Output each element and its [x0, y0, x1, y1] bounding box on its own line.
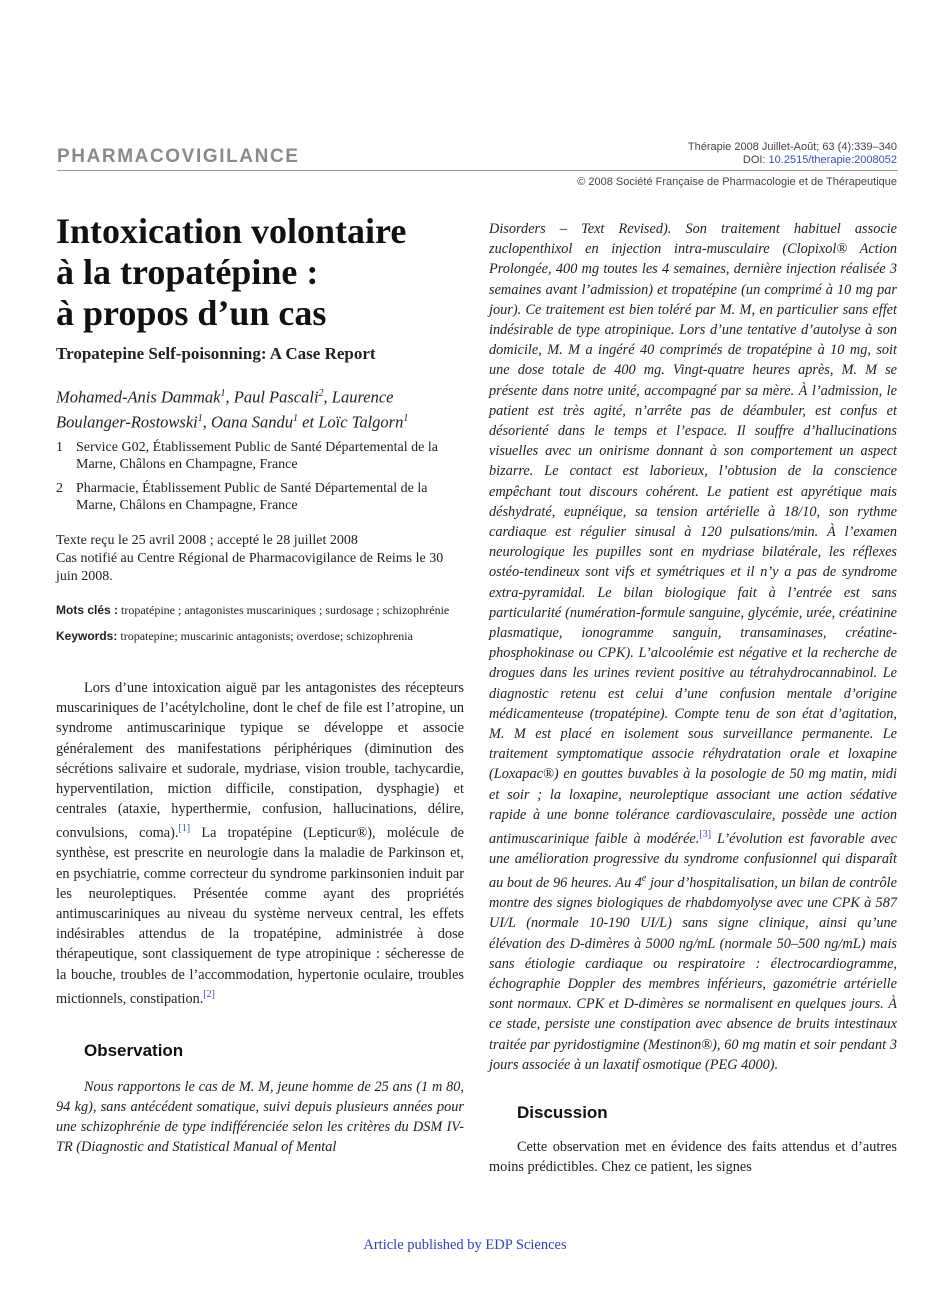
affiliation-number: 2 [56, 481, 63, 496]
affiliation-number: 1 [56, 440, 63, 455]
author-name: Mohamed-Anis Dammak [56, 387, 221, 407]
keywords-fr-text: tropatépine ; antagonistes muscariniques ; surdosage ; schizophrénie [118, 603, 450, 617]
observation-text [56, 1077, 464, 1158]
affiliation-marker: 1 [403, 412, 409, 424]
intro-text-part: La tropatépine (Lepticur®), molécule de synthèse, est prescrite en neurologie dans la maladie de Parkinson et, en psychiatrie, comme correcteur du syndrome parkinsonien induit par les neuroleptiques. Présentée comme ayant des propriétés antimuscariniques au niveau du système nerveux central, les effets indésirables attendus de la tropatépine, administrée à dose thérapeutique, sont classiquement de type atropinique : sécheresse de la bouche, troubles de l’accommodation, hypertonie oculaire, troubles mictionnels, constipation. [56, 825, 464, 1007]
author-name: , Laurence Boulanger-Rostowski [56, 387, 394, 431]
affiliation-text: Pharmacie, Établissement Public de Santé Départemental de la Marne, Châlons en Champagne, France [76, 481, 428, 513]
received-accepted-dates: Texte reçu le 25 avril 2008 ; accepté le 28 juillet 2008 [56, 533, 358, 548]
discussion-paragraph: Cette observation met en évidence des faits attendus et d’autres moins prédictibles. Chez ce patient, les signes [489, 1139, 897, 1176]
publisher-link[interactable]: Article published by EDP Sciences [363, 1237, 567, 1253]
doi-line [688, 154, 897, 167]
ordinal-superscript: e [641, 873, 647, 885]
keywords-en-label: Keywords: [56, 629, 118, 643]
observation-paragraph [489, 219, 897, 1075]
observation-text-part: Disorders – Text Revised). Son traitement habituel associe zuclopenthixol en injection intra-musculaire (Clopixol® Action Prolongée, 400 mg toutes les 4 semaines, dernière injection réalisée 3 semaines avant l’admission) et tropatépine (un comprimé à 10 mg par jour). Ce traitement est bien toléré par M. M, en particulier sans effet indésirable de type atropinique. Lors d’une tentative d’autolyse à son domicile, M. M a ingéré 40 comprimés de tropatépine à 10 mg, soit une dose totale de 400 mg. Vingt-quatre heures après, M. M se présente dans notre unité, accompagné par sa mère. À l’admission, le patient est très agité, n’arrête pas de déambuler, est confus et désorienté dans le temps et l’espace. Il souffre d’hallucinations visuelles avec un onirisme donnant à son comportement un aspect bizarre. Le contact est laborieux, l’obtusion de la conscience empêchant tout discours cohérent. Le patient est apyrétique mais déshydraté, eupnéique, sa tension artérielle à 18/10, son rythme cardiaque est régulier sinusal à 120 pulsations/min. À l’examen neurologique les pupilles sont en mydriase bilatérale, les réflexes ostéo-tendineux sont vifs et symétriques et il n’y a pas de syndrome extra-pyramidal. Le bilan biologique fait à l’entrée est sans particularité (numération-formule sanguine, glycémie, urée, créatinine plasmatique, ionogramme sanguin, transaminases, créatine-phosphokinase ou CPK). L’alcoolémie est négative et la recherche de drogues dans les urines revient positive au tétrahydrocannabinol. Le diagnostic retenu est celui d’une confusion mentale d’origine médicamenteuse (tropatépine). Compte tenu de son état d’agitation, M. M est placé en isolement sous surveillance permanente. Le traitement symptomatique associe réhydratation orale et loxapine (Loxapac®) en gouttes buvables à la posologie de 50 mg matin, midi et soir ; la loxapine, neuroleptique associant une action sédative rapide à une bonne tolérance cardiovasculaire, possède une action antimuscarinique faible à modérée. [489, 221, 897, 847]
keywords-fr-label: Mots clés : [56, 603, 119, 617]
observation-continued [489, 219, 897, 1075]
header-rule [57, 170, 898, 171]
title-line: à propos d’un cas [56, 293, 327, 333]
title-line: à la tropatépine : [56, 252, 319, 292]
section-label: PHARMACOVIGILANCE [57, 146, 300, 167]
intro-text-part: Lors d’une intoxication aiguë par les antagonistes des récepteurs muscariniques de l’acétylcholine, dont le chef de file est l’atropine, un syndrome antimuscarinique typique se développe et associe généralement des manifestations périphériques (diminution des sécrétions salivaire et sudorale, mydriase, vision trouble, tachycardie, hyperventilation, miction difficile, constipation, dysphagie) et centrales (ataxie, hyperthermie, confusion, hallucinations, délire, convulsions, coma). [56, 680, 464, 842]
keywords-fr [56, 602, 464, 618]
doi-link[interactable]: 10.2515/therapie:2008052 [768, 154, 897, 166]
citation-link[interactable]: [1] [178, 823, 191, 835]
affiliation-text: Service G02, Établissement Public de Santé Départemental de la Marne, Châlons en Champagne, France [76, 440, 438, 472]
submission-dates [56, 532, 464, 586]
right-column [489, 219, 897, 1177]
affiliation-marker: 1 [220, 388, 226, 399]
keywords-en-text: tropatepine; muscarinic antagonists; overdose; schizophrenia [117, 629, 413, 643]
doi-prefix: DOI: [742, 154, 769, 166]
affiliation-marker: 2 [318, 388, 324, 399]
discussion-heading: Discussion [517, 1103, 608, 1123]
observation-paragraph: Nous rapportons le cas de M. M, jeune homme de 25 ans (1 m 80, 94 kg), sans antécédent somatique, suivi depuis plusieurs années pour une schizophrénie de type indifférenciée selon les critères du DSM IV-TR (Diagnostic and Statistical Manual of Mental [56, 1078, 464, 1156]
keywords-en [56, 628, 464, 644]
author-name: , Oana Sandu [202, 412, 294, 431]
author-name: et Loïc Talgorn [298, 412, 404, 431]
citation-link[interactable]: [3] [699, 829, 712, 841]
citation-link[interactable]: [2] [203, 988, 215, 1000]
intro-text [56, 678, 464, 1009]
left-column [56, 211, 464, 1158]
english-title: Tropatepine Self-poisonning: A Case Report [56, 344, 376, 363]
affiliation-marker: 1 [293, 412, 299, 424]
author-list [56, 383, 464, 432]
copyright-notice: © 2008 Société Française de Pharmacologie et de Thérapeutique [577, 176, 897, 188]
observation-text-part: L’évolution est favorable avec une amélioration progressive du syndrome confusionnel qui disparaît au bout de 96 heures. Au 4 [489, 830, 897, 892]
affiliation [56, 439, 464, 473]
observation-text-part: jour d’hospitalisation, un bilan de contrôle montre des signes biologiques de rhabdomyolyse avec une CPK à 587 UI/L (normale 10-190 UI/L) sans signe clinique, ainsi qu’une élévation des D-dimères à 5000 ng/mL (normale 50–500 ng/mL) mais sans étiologie cardiaque ou respiratoire : électrocardiogramme, échographie Doppler des membres inférieurs, gazométrie artérielle sont normaux. CPK et D-dimères se normalisent en quelques jours. À ce stade, persiste une constipation avec absence de bruits intestinaux traitée par pyridostigmine (Mestinon®), 60 mg matin et soir pendant 3 jours associée à un laxatif osmotique (PEG 4000). [489, 875, 897, 1073]
author-name: , Paul Pascali [225, 387, 319, 407]
journal-info [688, 141, 897, 167]
discussion-text [489, 1137, 897, 1177]
observation-heading: Observation [84, 1040, 184, 1060]
title-line: Intoxication volontaire [56, 211, 407, 251]
affiliation-marker: 1 [197, 412, 203, 424]
affiliation [56, 480, 464, 514]
intro-paragraph [56, 678, 464, 1009]
journal-citation: Thérapie 2008 Juillet-Août; 63 (4):339–340 [687, 141, 897, 153]
notification-date: Cas notifié au Centre Régional de Pharmacovigilance de Reims le 30 juin 2008. [56, 551, 444, 584]
article-title [56, 211, 464, 334]
